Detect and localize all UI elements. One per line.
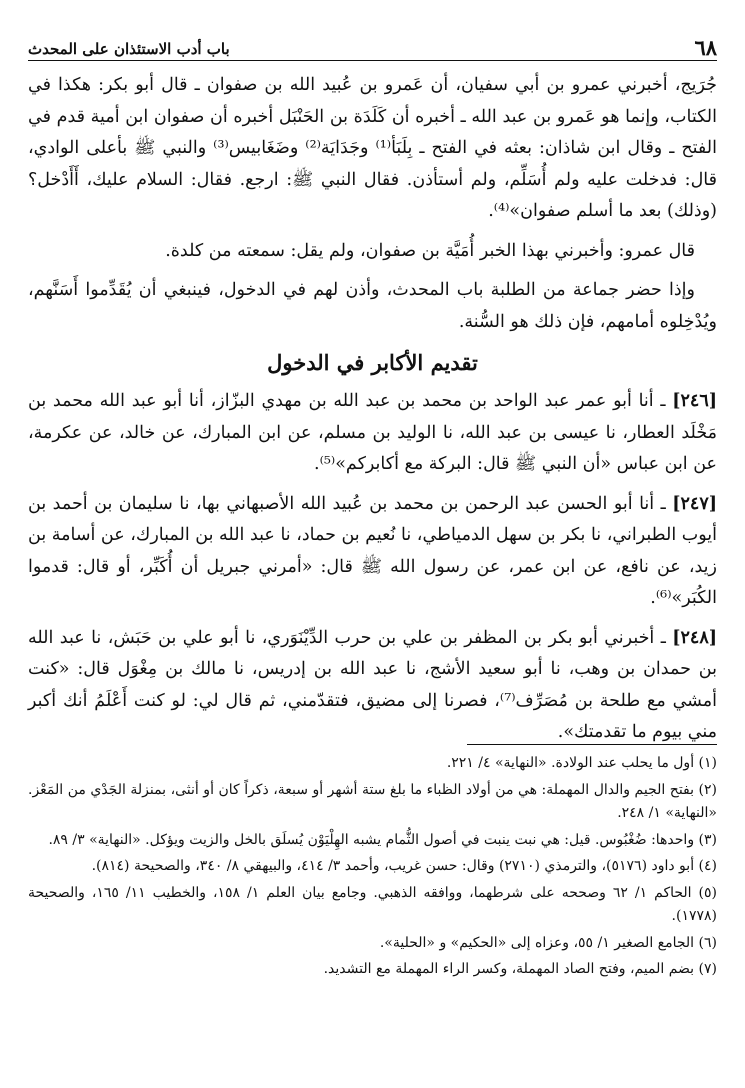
footnote: (٦) الجامع الصغير ١/ ٥٥، وعزاه إلى «الحكيم» و «الحلية».: [379, 934, 717, 951]
paragraph-amr-note: قال عمرو: وأخبرني بهذا الخبر أُمَيَّة بن صفوان، ولم يقل: سمعته من كلدة.: [165, 240, 695, 261]
paragraph-hadith-continuation: جُرَيج، أخبرني عمرو بن أبي سفيان، أن عَمرو بن عُبيد الله بن صفوان ـ قال أبو بكر: هكذا في الكتاب، وإنما هو عَمرو بن عبد الله ـ أخبره أن كَلَدَة بن الحَنْبَل أخبره أن صفوان ابن أمية قدم في الفتح ـ وقال ابن شاذان: بعثه في الفتح ـ بِلَبَأ⁽¹⁾ وجَدَايَة⁽²⁾ وضَغَابيس⁽³⁾ والنبي ﷺ بأعلى الوادي، قال: فدخلت عليه ولم أُسَلِّم، ولم أستأذن. فقال النبي ﷺ: ارجع. فقال: السلام عليك، أَأَدْخل؟ (وذلك) بعد ما أسلم صفوان»⁽⁴⁾.: [28, 75, 717, 221]
footnote: (٢) بفتح الجيم والدال المهملة: هي من أولاد الظباء ما بلغ ستة أشهر أو سبعة، ذكراً كان أو أنثى، بمنزلة الجَدْي من المَعْز. «النهاية» ١/ ٢٤٨.: [28, 781, 717, 821]
footnote: (٣) واحدها: ضُغْبُوس. قيل: هي نبت ينبت في أصول الثُّمام يشبه الهِلْيَوْن يُسلَق بالخل والزيت ويؤكل. «النهاية» ٣/ ٨٩.: [48, 831, 717, 848]
footnote: (٧) بضم الميم، وفتح الصاد المهملة، وكسر الراء المهملة مع التشديد.: [323, 961, 717, 977]
hadith-number: [٢٤٦]: [672, 391, 717, 411]
hadith-number: [٢٤٨]: [672, 627, 717, 648]
section-title: تقديم الأكابر في الدخول: [267, 350, 478, 375]
hadith-number: [٢٤٧]: [672, 493, 718, 514]
hadith-248: [28, 623, 717, 749]
page-header: [28, 30, 717, 61]
paragraph-students-entry: وإذا حضر جماعة من الطلبة باب المحدث، وأذن لهم في الدخول، فينبغي أن يُقَدِّموا أَسَنَّهم، ويُدْخِلوه أمامهم، فإن ذلك هو السُّنة.: [28, 280, 717, 332]
footnote: (٤) أبو داود (٥١٧٦)، والترمذي (٢٧١٠) وقال: حسن غريب، وأحمد ٣/ ٤١٤، والبيهقي ٨/ ٣٤٠، والصحيحة (٨١٤).: [91, 858, 717, 874]
footnote: (١) أول ما يحلب عند الولادة. «النهاية» ٤/ ٢٢١.: [446, 755, 717, 771]
running-title: باب أدب الاستئذان على المحدث: [28, 40, 230, 58]
footnote-separator: [467, 744, 717, 745]
hadith-text: ـ أخبرني أبو بكر بن المظفر بن علي بن حرب الدِّيْنَوَري، نا أبو علي بن حَبَش، نا عبد الله بن حمدان بن وهب، نا أبو سعيد الأشج، نا عبد الله بن إدريس، نا مالك بن مِغْوَل قال: «كنت أمشي مع طلحة بن مُصَرِّف⁽⁷⁾، فصرنا إلى مضيق، فتقدّمني، ثم قال لي: لو كنت أَعْلَمُ أنك أكبر مني بيوم ما تقدمتك».: [28, 627, 718, 742]
hadith-246: [28, 386, 717, 481]
hadith-text: ـ أنا أبو عمر عبد الواحد بن محمد بن عبد الله بن مهدي البزّاز، أنا أبو عبد الله محمد بن مَخْلَد العطار، نا عيسى بن عبد الله، نا الوليد بن مسلم، عن ابن المبارك، عن خالد، عن عكرمة، عن ابن عباس «أن النبي ﷺ قال: البركة مع أكابركم»⁽⁵⁾.: [28, 391, 718, 474]
footnotes: [28, 752, 717, 985]
hadith-247: [28, 489, 717, 615]
main-text: [28, 70, 717, 757]
page-number: ٦٨: [694, 35, 717, 60]
footnote: (٥) الحاكم ١/ ٦٢ وصححه على شرطهما، ووافقه الذهبي. وجامع بيان العلم ١/ ١٥٨، والخطيب ١١/ ١٦٥، والصحيحة (١٧٧٨).: [28, 884, 717, 924]
hadith-text: ـ أنا أبو الحسن عبد الرحمن بن محمد بن عُبيد الله الأصبهاني بها، نا سليمان بن أحمد بن أيوب الطبراني، نا بكر بن سهل الدمياطي، نا نُعيم بن حماد، نا عبد الله بن المبارك، عن أسامة بن زيد، عن نافع، عن ابن عمر، عن رسول الله ﷺ قال: «أمرني جبريل أن أُكَبِّر، أو قال: قدموا الكُبَر»⁽⁶⁾.: [28, 493, 717, 608]
